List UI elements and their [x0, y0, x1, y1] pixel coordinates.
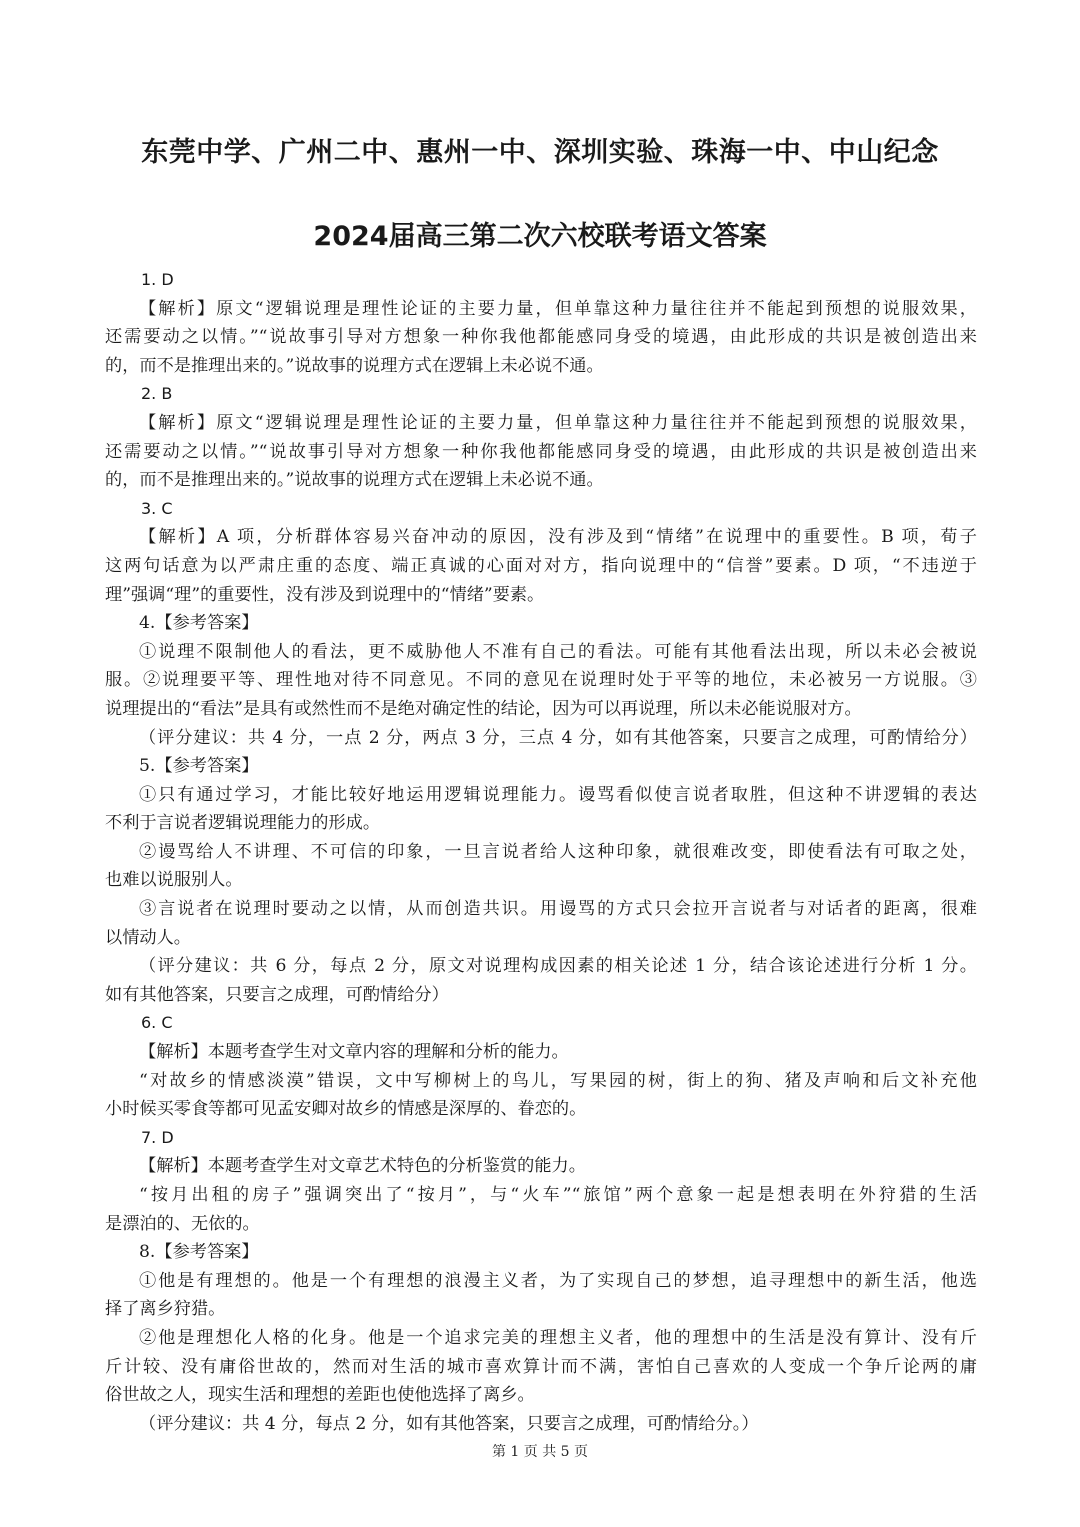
- text-line: 理”强调“理”的重要性，没有涉及到说理中的“情绪”要素。: [105, 584, 545, 605]
- question-number: 3. C: [141, 498, 173, 518]
- text-line: ③言说者在说理时要动之以情，从而创造共识。用谩骂的方式只会拉开言说者与对话者的距离，很难: [139, 899, 977, 920]
- text-line: 斤计较、没有庸俗世故的，然而对生活的城市喜欢算计而不满，害怕自己喜欢的人变成一个争斤论两的庸: [105, 1356, 977, 1377]
- text-line: （评分建议：共 4 分，一点 2 分，两点 3 分，三点 4 分，如有其他答案，只要言之成理，可酌情给分）: [139, 727, 977, 748]
- text-line: 【解析】本题考查学生对文章艺术特色的分析鉴赏的能力。: [139, 1156, 586, 1177]
- text-line: 如有其他答案，只要言之成理，可酌情给分）: [105, 984, 449, 1005]
- text-line: 5.【参考答案】: [139, 756, 259, 777]
- text-line: ①说理不限制他人的看法，更不威胁他人不准有自己的看法。可能有其他看法出现，所以未必会被说: [139, 641, 977, 662]
- question-number: 1. D: [141, 270, 174, 289]
- page-number: 第 1 页 共 5 页: [491, 1444, 589, 1460]
- text-line: ①他是有理想的。他是一个有理想的浪漫主义者，为了实现自己的梦想，追寻理想中的新生活，他选: [139, 1270, 977, 1291]
- text-line: 是漂泊的、无依的。: [105, 1213, 260, 1234]
- text-line: 【解析】原文“逻辑说理是理性论证的主要力量，但单靠这种力量往往并不能起到预想的说服效果，: [139, 298, 977, 319]
- question-number: 7. D: [141, 1127, 174, 1147]
- text-line: 【解析】本题考查学生对文章内容的理解和分析的能力。: [139, 1042, 569, 1063]
- text-line: 说理提出的“看法”是具有或然性而不是绝对确定性的结论，因为可以再说理，所以未必能说服对方。: [105, 698, 862, 719]
- question-number: 2. B: [141, 384, 173, 404]
- text-line: “按月出租的房子”强调突出了“按月”，与“火车”“旅馆”两个意象一起是想表明在外狩猎的生活: [139, 1185, 977, 1205]
- text-line: 以情动人。: [105, 927, 191, 948]
- text-line: 【解析】原文“逻辑说理是理性论证的主要力量，但单靠这种力量往往并不能起到预想的说服效果，: [139, 412, 977, 433]
- document-title-line-2: 2024届高三第二次六校联考语文答案: [313, 221, 767, 252]
- text-line: （评分建议：共 6 分，每点 2 分，原文对说理构成因素的相关论述 1 分，结合该论述进行分析 1 分。: [139, 956, 977, 977]
- text-line: ②谩骂给人不讲理、不可信的印象，一旦言说者给人这种印象，就很难改变，即使看法有可取之处，: [139, 841, 977, 862]
- text-line: 还需要动之以情。”“说故事引导对方想象一种你我他都能感同身受的境遇，由此形成的共识是被创造出来: [105, 441, 977, 462]
- text-line: 【解析】A 项，分析群体容易兴奋冲动的原因，没有涉及到“情绪”在说理中的重要性。B 项，荀子: [139, 527, 977, 548]
- text-line: 不利于言说者逻辑说理能力的形成。: [105, 813, 381, 834]
- answer-body: [105, 266, 977, 1438]
- text-line: 4.【参考答案】: [139, 613, 259, 634]
- text-line: 的，而不是推理出来的。”说故事的说理方式在逻辑上未必说不通。: [105, 355, 604, 376]
- text-line: ①只有通过学习，才能比较好地运用逻辑说理能力。谩骂看似使言说者取胜，但这种不讲逻辑的表达: [139, 784, 977, 805]
- text-line: 这两句话意为以严肃庄重的态度、端正真诚的心面对对方，指向说理中的“信誉”要素。D 项，“不违逆于: [105, 555, 977, 576]
- question-number: 6. C: [141, 1013, 173, 1033]
- text-line: ②他是理想化人格的化身。他是一个追求完美的理想主义者，他的理想中的生活是没有算计、没有斤: [139, 1327, 977, 1348]
- document-title-line-1: 东莞中学、广州二中、惠州一中、深圳实验、珠海一中、中山纪念: [141, 137, 939, 168]
- text-line: 服。②说理要平等、理性地对待不同意见。不同的意见在说理时处于平等的地位，未必被另一方说服。③: [105, 670, 977, 691]
- text-line: 8.【参考答案】: [139, 1242, 259, 1263]
- text-line: “对故乡的情感淡漠”错误，文中写柳树上的鸟儿，写果园的树，街上的狗、猪及声响和后文补充他: [139, 1070, 977, 1091]
- text-line: 俗世故之人，现实生活和理想的差距也使他选择了离乡。: [105, 1385, 535, 1406]
- text-line: （评分建议：共 4 分，每点 2 分，如有其他答案，只要言之成理，可酌情给分。）: [139, 1413, 759, 1434]
- text-line: 小时候买零食等都可见孟安卿对故乡的情感是深厚的、眷恋的。: [105, 1099, 587, 1120]
- text-line: 还需要动之以情。”“说故事引导对方想象一种你我他都能感同身受的境遇，由此形成的共识是被创造出来: [105, 327, 977, 348]
- text-line: 的，而不是推理出来的。”说故事的说理方式在逻辑上未必说不通。: [105, 470, 604, 491]
- text-line: 择了离乡狩猎。: [105, 1299, 226, 1320]
- text-line: 也难以说服别人。: [105, 870, 243, 891]
